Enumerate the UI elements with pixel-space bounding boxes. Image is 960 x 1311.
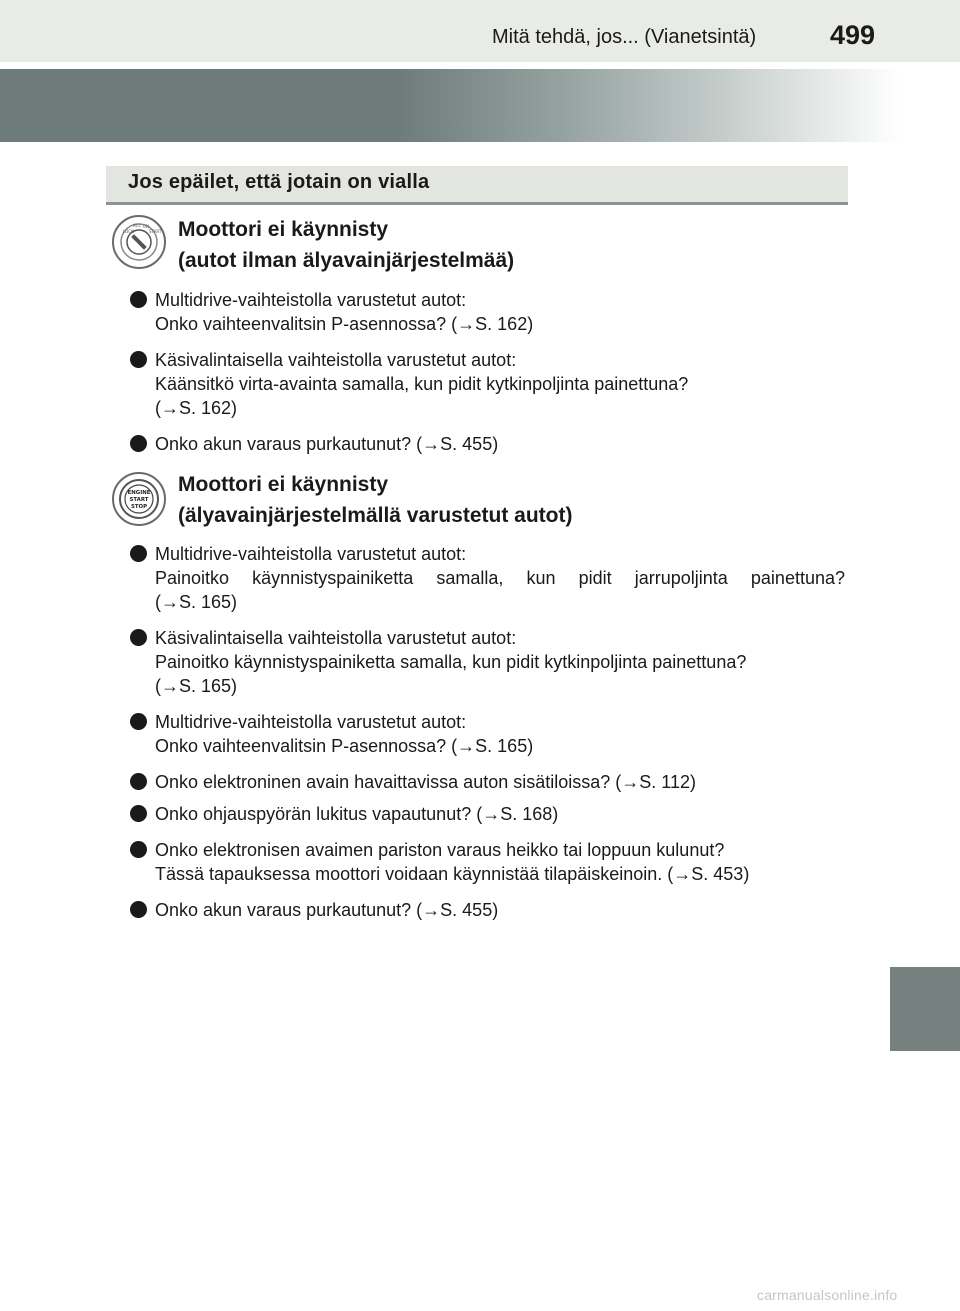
section-header [106, 166, 848, 205]
bullet-icon [130, 713, 147, 730]
bullet-icon [130, 901, 147, 918]
svg-text:ENGINE: ENGINE [127, 490, 151, 496]
bullet-icon [130, 351, 147, 368]
bullet-icon [130, 773, 147, 790]
bullet-icon [130, 291, 147, 308]
svg-text:ACC: ACC [133, 223, 142, 228]
bullet-icon [130, 545, 147, 562]
section-title: Jos epäilet, että jotain on vialla [128, 171, 430, 193]
svg-text:START: START [149, 229, 162, 234]
subsection-title: Moottori ei käynnisty (älyavainjärjestelmällä varustetut autot) [178, 473, 573, 527]
bullet-icon [130, 435, 147, 452]
page-number: 499 [830, 20, 876, 50]
bullet-icon [130, 841, 147, 858]
svg-text:STOP: STOP [130, 504, 148, 510]
chapter-band [0, 69, 900, 142]
header-bar [0, 0, 960, 62]
subsection-title: Moottori ei käynnisty (autot ilman älyavainjärjestelmää) [178, 218, 515, 272]
engine-start-stop-button-icon [112, 472, 166, 526]
running-head: Mitä tehdä, jos... (Vianetsintä) [492, 26, 757, 48]
svg-text:LOCK: LOCK [123, 229, 134, 234]
bullet-icon [130, 629, 147, 646]
chapter-side-tab [890, 967, 960, 1051]
ignition-key-switch-icon [112, 215, 166, 269]
svg-text:START: START [129, 497, 149, 503]
svg-text:ON: ON [143, 224, 150, 229]
watermark: carmanualsonline.info [757, 1287, 898, 1303]
bullet-icon [130, 805, 147, 822]
